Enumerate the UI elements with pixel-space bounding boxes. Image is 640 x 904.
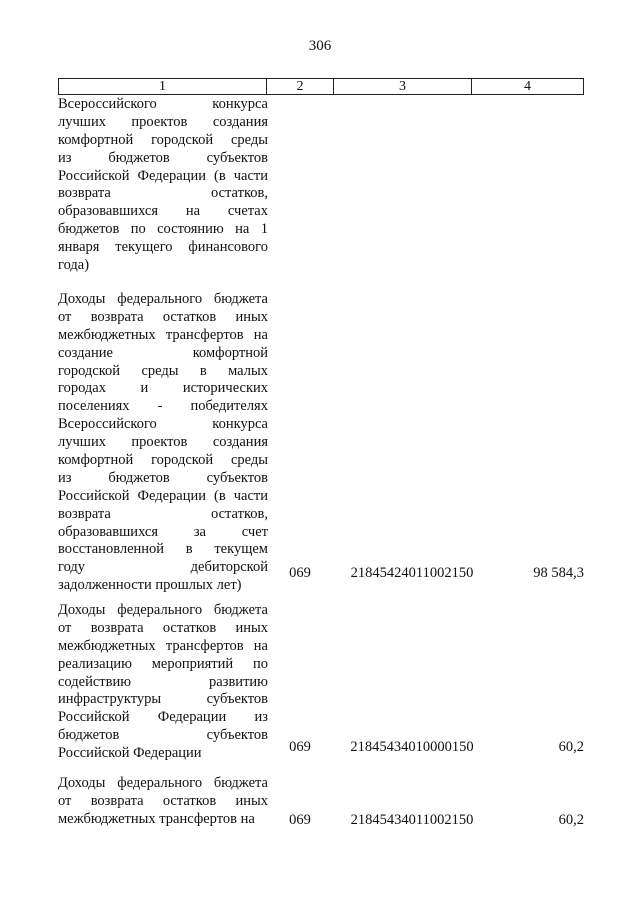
amount: 98 584,3 <box>533 565 584 581</box>
description-line: года) <box>58 257 90 274</box>
description-line: из бюджетов субъектов <box>58 469 268 486</box>
description-line: создание комфортной <box>58 344 268 361</box>
description-line: Российской Федерации <box>58 745 202 762</box>
description-line: от возврата остатков иных <box>58 792 268 809</box>
description-line: межбюджетных трансфертов на <box>58 637 268 654</box>
description-line: Всероссийского конкурса <box>58 416 268 433</box>
page-number: 306 <box>308 38 332 54</box>
description-line: января текущего финансового <box>58 239 268 256</box>
description-line: лучших проектов создания <box>58 434 268 451</box>
description-line: образовавшихся за счет <box>58 523 268 540</box>
column-header-3: 3 <box>334 79 472 94</box>
row-description <box>58 775 268 829</box>
description-line: Российской Федерации (в части <box>58 167 268 184</box>
description-line: образовавшихся на счетах <box>58 203 268 220</box>
column-header-1: 1 <box>59 79 267 94</box>
column-header-2: 2 <box>267 79 334 94</box>
description-line: возврата остатков, <box>58 185 268 202</box>
description-line: содействию развитию <box>58 673 268 690</box>
amount: 60,2 <box>558 812 584 828</box>
admin-code: 069 <box>289 812 311 828</box>
description-line: комфортной городской среды <box>58 131 268 148</box>
description-line: восстановленной в текущем <box>58 541 268 558</box>
description-line: году дебиторской <box>58 559 268 576</box>
description-line: бюджетов субъектов <box>58 727 268 744</box>
description-line: задолженности прошлых лет) <box>58 577 242 594</box>
description-line: возврата остатков, <box>58 505 268 522</box>
description-line: Российской Федерации (в части <box>58 487 268 504</box>
description-line: городах и исторических <box>58 380 268 397</box>
budget-classification-code: 21845424011002150 <box>350 565 474 581</box>
description-line: от возврата остатков иных <box>58 308 268 325</box>
row-description <box>58 96 268 275</box>
admin-code: 069 <box>289 739 311 755</box>
description-line: Доходы федерального бюджета <box>58 291 268 307</box>
table-header <box>58 78 584 95</box>
amount: 60,2 <box>558 739 584 755</box>
description-line: из бюджетов субъектов <box>58 149 268 166</box>
description-line: от возврата остатков иных <box>58 619 268 636</box>
description-line: городской среды в малых <box>58 362 268 379</box>
description-line: инфраструктуры субъектов <box>58 691 268 708</box>
budget-classification-code: 21845434011002150 <box>350 812 474 828</box>
description-line: бюджетов по состоянию на 1 <box>58 221 268 238</box>
row-description <box>58 602 268 763</box>
description-line: Всероссийского конкурса <box>58 96 268 112</box>
column-header-4: 4 <box>524 79 531 94</box>
description-line: межбюджетных трансфертов на <box>58 810 255 827</box>
admin-code: 069 <box>289 565 311 581</box>
description-line: лучших проектов создания <box>58 113 268 130</box>
row-description <box>58 291 268 595</box>
description-line: Доходы федерального бюджета <box>58 602 268 618</box>
description-line: Российской Федерации из <box>58 709 268 726</box>
budget-classification-code: 21845434010000150 <box>350 739 474 755</box>
description-line: поселениях - победителях <box>58 398 268 415</box>
description-line: реализацию мероприятий по <box>58 655 268 672</box>
description-line: Доходы федерального бюджета <box>58 775 268 791</box>
description-line: комфортной городской среды <box>58 452 268 469</box>
description-line: межбюджетных трансфертов на <box>58 326 268 343</box>
